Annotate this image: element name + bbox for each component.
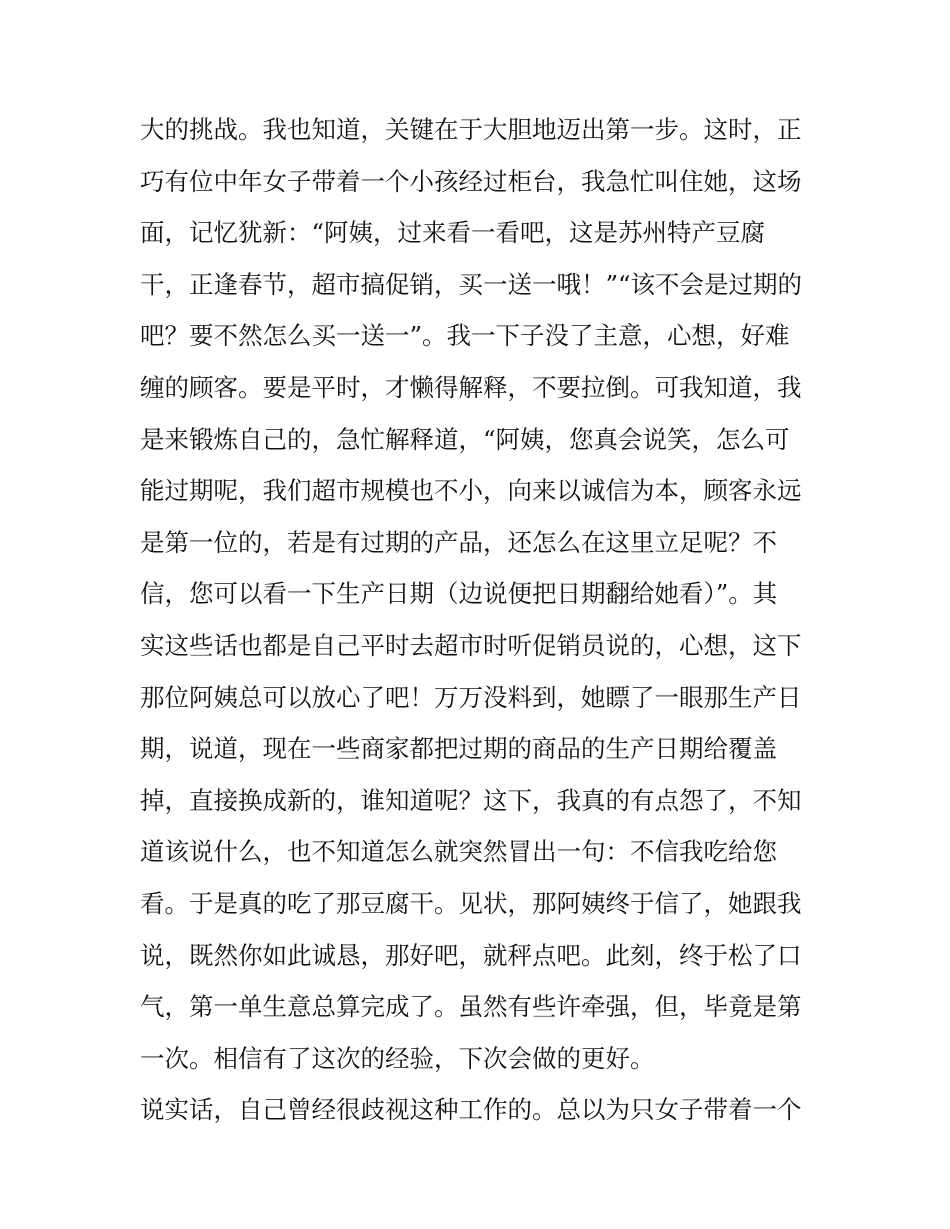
text-line-1: 大的挑战。我也知道，关键在于大胆地迈出第一步。这时，正 <box>140 115 802 144</box>
text-line-7: 是来锻炼自己的，急忙解释道，“阿姨，您真会说笑，怎么可 <box>140 424 790 454</box>
text-line-18: 气，第一单生意总算完成了。虽然有些许牵强，但，毕竟是第 <box>140 992 802 1022</box>
text-line-2: 巧有位中年女子带着一个小孩经过柜台，我急忙叫住她，这场 <box>140 166 802 196</box>
text-line-16: 看。于是真的吃了那豆腐干。见状，那阿姨终于信了，她跟我 <box>140 888 802 918</box>
text-line-12: 那位阿姨总可以放心了吧！万万没料到，她瞟了一眼那生产日 <box>140 682 802 712</box>
text-line-3: 面，记忆犹新：“阿姨，过来看一看吧，这是苏州特产豆腐 <box>140 218 766 248</box>
text-line-14: 掉，直接换成新的，谁知道呢？这下，我真的有点怨了，不知 <box>140 785 802 815</box>
text-line-9: 是第一位的，若是有过期的产品，还怎么在这里立足呢？不 <box>140 527 777 557</box>
text-line-15: 道该说什么，也不知道怎么就突然冒出一句：不信我吃给您 <box>140 837 777 867</box>
text-line-10: 信，您可以看一下生产日期（边说便把日期翻给她看）”。其 <box>140 579 778 609</box>
text-line-19: 一次。相信有了这次的经验，下次会做的更好。 <box>140 1043 655 1073</box>
text-line-4: 干，正逢春节，超市搞促销，买一送一哦！”“该不会是过期的 <box>140 269 803 299</box>
text-line-11: 实这些话也都是自己平时去超市时听促销员说的，心想，这下 <box>140 630 802 660</box>
body-text <box>140 104 820 1136</box>
text-line-5: 吧？要不然怎么买一送一”。我一下子没了主意，心想，好难 <box>140 321 790 351</box>
text-line-17: 说，既然你如此诚恳，那好吧，就秤点吧。此刻，终于松了口 <box>140 940 802 970</box>
text-line-20: 说实话，自己曾经很歧视这种工作的。总以为只女子带着一个 <box>140 1095 802 1125</box>
text-line-13: 期，说道，现在一些商家都把过期的商品的生产日期给覆盖 <box>140 734 777 764</box>
text-line-8: 能过期呢，我们超市规模也不小，向来以诚信为本，顾客永远 <box>140 476 802 506</box>
text-line-6: 缠的顾客。要是平时，才懒得解释，不要拉倒。可我知道，我 <box>140 372 802 402</box>
